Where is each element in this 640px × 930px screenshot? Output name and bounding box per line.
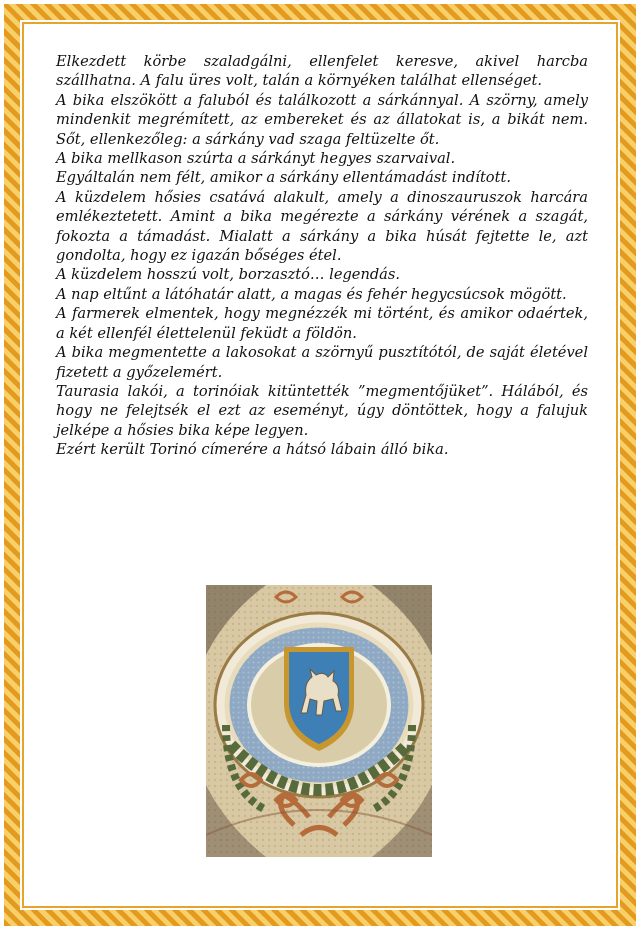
mosaic-illustration: [206, 585, 432, 857]
paragraph: Elkezdett körbe szaladgálni, ellenfelet keresve, akivel harcba szállhatna. A falu üres volt, talán a környéken találhat ellenséget.: [56, 53, 588, 90]
paragraph: A nap eltűnt a látóhatár alatt, a magas és fehér hegycsúcsok mögött.: [56, 285, 567, 303]
paragraph: A farmerek elmentek, hogy megnézzék mi történt, és amikor odaértek, a két ellenfél élettelenül feküdt a földön.: [56, 305, 588, 342]
paragraph: Taurasia lakói, a torinóiak kitüntették ”megmentőjüket”. Hálából, és hogy ne felejtsék el ezt az eseményt, úgy döntöttek, hogy a falujuk jelképe a hősies bika képe legyen.: [56, 382, 588, 439]
paragraph: A küzdelem hősies csatává alakult, amely a dinoszauruszok harcára emlékeztetett. Amint a bika megérezte a sárkány vérének a szagát, fokozta a támadást. Mialatt a sárkány a bika húsát fejtette le, azt gondolta, hogy ez igazán bőséges étel.: [56, 188, 588, 265]
paragraph: A bika mellkason szúrta a sárkányt hegyes szarvaival.: [56, 150, 456, 168]
paragraph: A bika elszökött a faluból és találkozott a sárkánnyal. A szörny, amely mindenkit megrémített, az embereket és az állatokat is, a bikát nem. Sőt, ellenkezőleg: a sárkány vad szaga feltüzelte őt.: [56, 91, 588, 148]
mosaic-bull-photo: [206, 585, 432, 857]
paragraph: Egyáltalán nem félt, amikor a sárkány ellentámadást indított.: [56, 169, 511, 187]
paragraph: A küzdelem hosszú volt, borzasztó… legendás.: [56, 266, 401, 284]
story-text: [56, 52, 588, 460]
paragraph: Ezért került Torinó címerére a hátsó lábain álló bika.: [56, 441, 449, 459]
paragraph: A bika megmentette a lakosokat a szörnyű pusztítótól, de saját életével fizetett a győzelemért.: [56, 344, 588, 381]
